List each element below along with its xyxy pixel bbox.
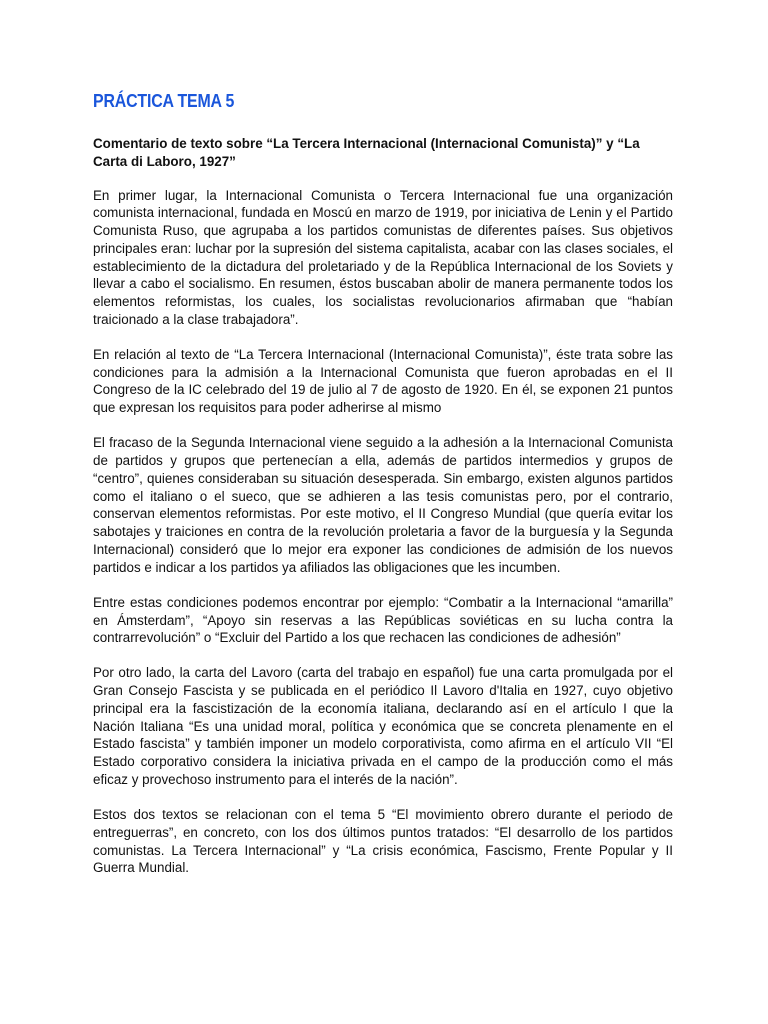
paragraph-context: El fracaso de la Segunda Internacional viene seguido a la adhesión a la Internacional Comunista de partidos y grupos que pertenecían a ella, además de partidos intermedios y grupos de “centro”, quienes consideraban su situación desesperada. Sin embargo, existen algunos partidos como el italiano o el sueco, que se adhieren a las tesis comunistas pero, por el contrario, conservan elementos reformistas. Por este motivo, el II Congreso Mundial (que quería evitar los sabotajes y traiciones en contra de la revolución proletaria a favor de la burguesía y la Segunda Internacional) consideró que lo mejor era exponer las condiciones de admisión de los nuevos partidos e indicar a los partidos ya afiliados las obligaciones que les incumben. — [93, 435, 673, 575]
paragraph-text-summary: En relación al texto de “La Tercera Internacional (Internacional Comunista)”, éste trata sobre las condiciones para la admisión a la Internacional Comunista que fueron aprobadas en el II Congreso de la IC celebrado del 19 de julio al 7 de agosto de 1920. En él, se exponen 21 puntos que expresan los requisitos para poder adherirse al mismo — [93, 346, 673, 416]
paragraph-intro: En primer lugar, la Internacional Comunista o Tercera Internacional fue una organización comunista internacional, fundada en Moscú en marzo de 1919, por iniciativa de Lenin y el Partido Comunista Ruso, que agrupaba a los partidos comunistas de diferentes países. Sus objetivos principales eran: luchar por la supresión del sistema capitalista, acabar con las clases sociales, el establecimiento de la dictadura del proletariado y de la República Internacional de los Soviets y llevar a cabo el socialismo. En resumen, éstos buscaban abolir de manera permanente todos los elementos reformistas, los cuales, los socialistas revolucionarios afirmaban que “habían traicionado a la clase trabajadora”. — [93, 187, 673, 327]
document-page — [93, 90, 673, 894]
document-subtitle: Comentario de texto sobre “La Tercera Internacional (Internacional Comunista)” y “La Carta di Laboro, 1927” — [93, 136, 640, 169]
paragraph-conditions: Entre estas condiciones podemos encontrar por ejemplo: “Combatir a la Internacional “amarilla” en Ámsterdam”, “Apoyo sin reservas a las Repúblicas soviéticas en su lucha contra la contrarrevolución” o “Excluir del Partido a los que rechacen las condiciones de adhesión” — [93, 594, 673, 646]
paragraph-conclusion: Estos dos textos se relacionan con el tema 5 “El movimiento obrero durante el periodo de entreguerras”, en concreto, con los dos últimos puntos tratados: “El desarrollo de los partidos comunistas. La Tercera Internacional” y “La crisis económica, Fascismo, Frente Popular y II Guerra Mundial. — [93, 807, 673, 876]
paragraph-carta-lavoro: Por otro lado, la carta del Lavoro (carta del trabajo en español) fue una carta promulgada por el Gran Consejo Fascista y se publicada en el periódico Il Lavoro d'Italia en 1927, cuyo objetivo principal era la fascistización de la economía italiana, declarando así en el artículo I que la Nación Italiana “Es una unidad moral, política y económica que se concreta plenamente en el Estado fascista” y también imponer un modelo corporativista, como afirma en el artículo VII “El Estado corporativo considera la iniciativa privada en el campo de la producción como el más eficaz y provechoso instrumento para el interés de la nación”. — [93, 665, 673, 787]
page-title: PRÁCTICA TEMA 5 — [93, 90, 235, 111]
